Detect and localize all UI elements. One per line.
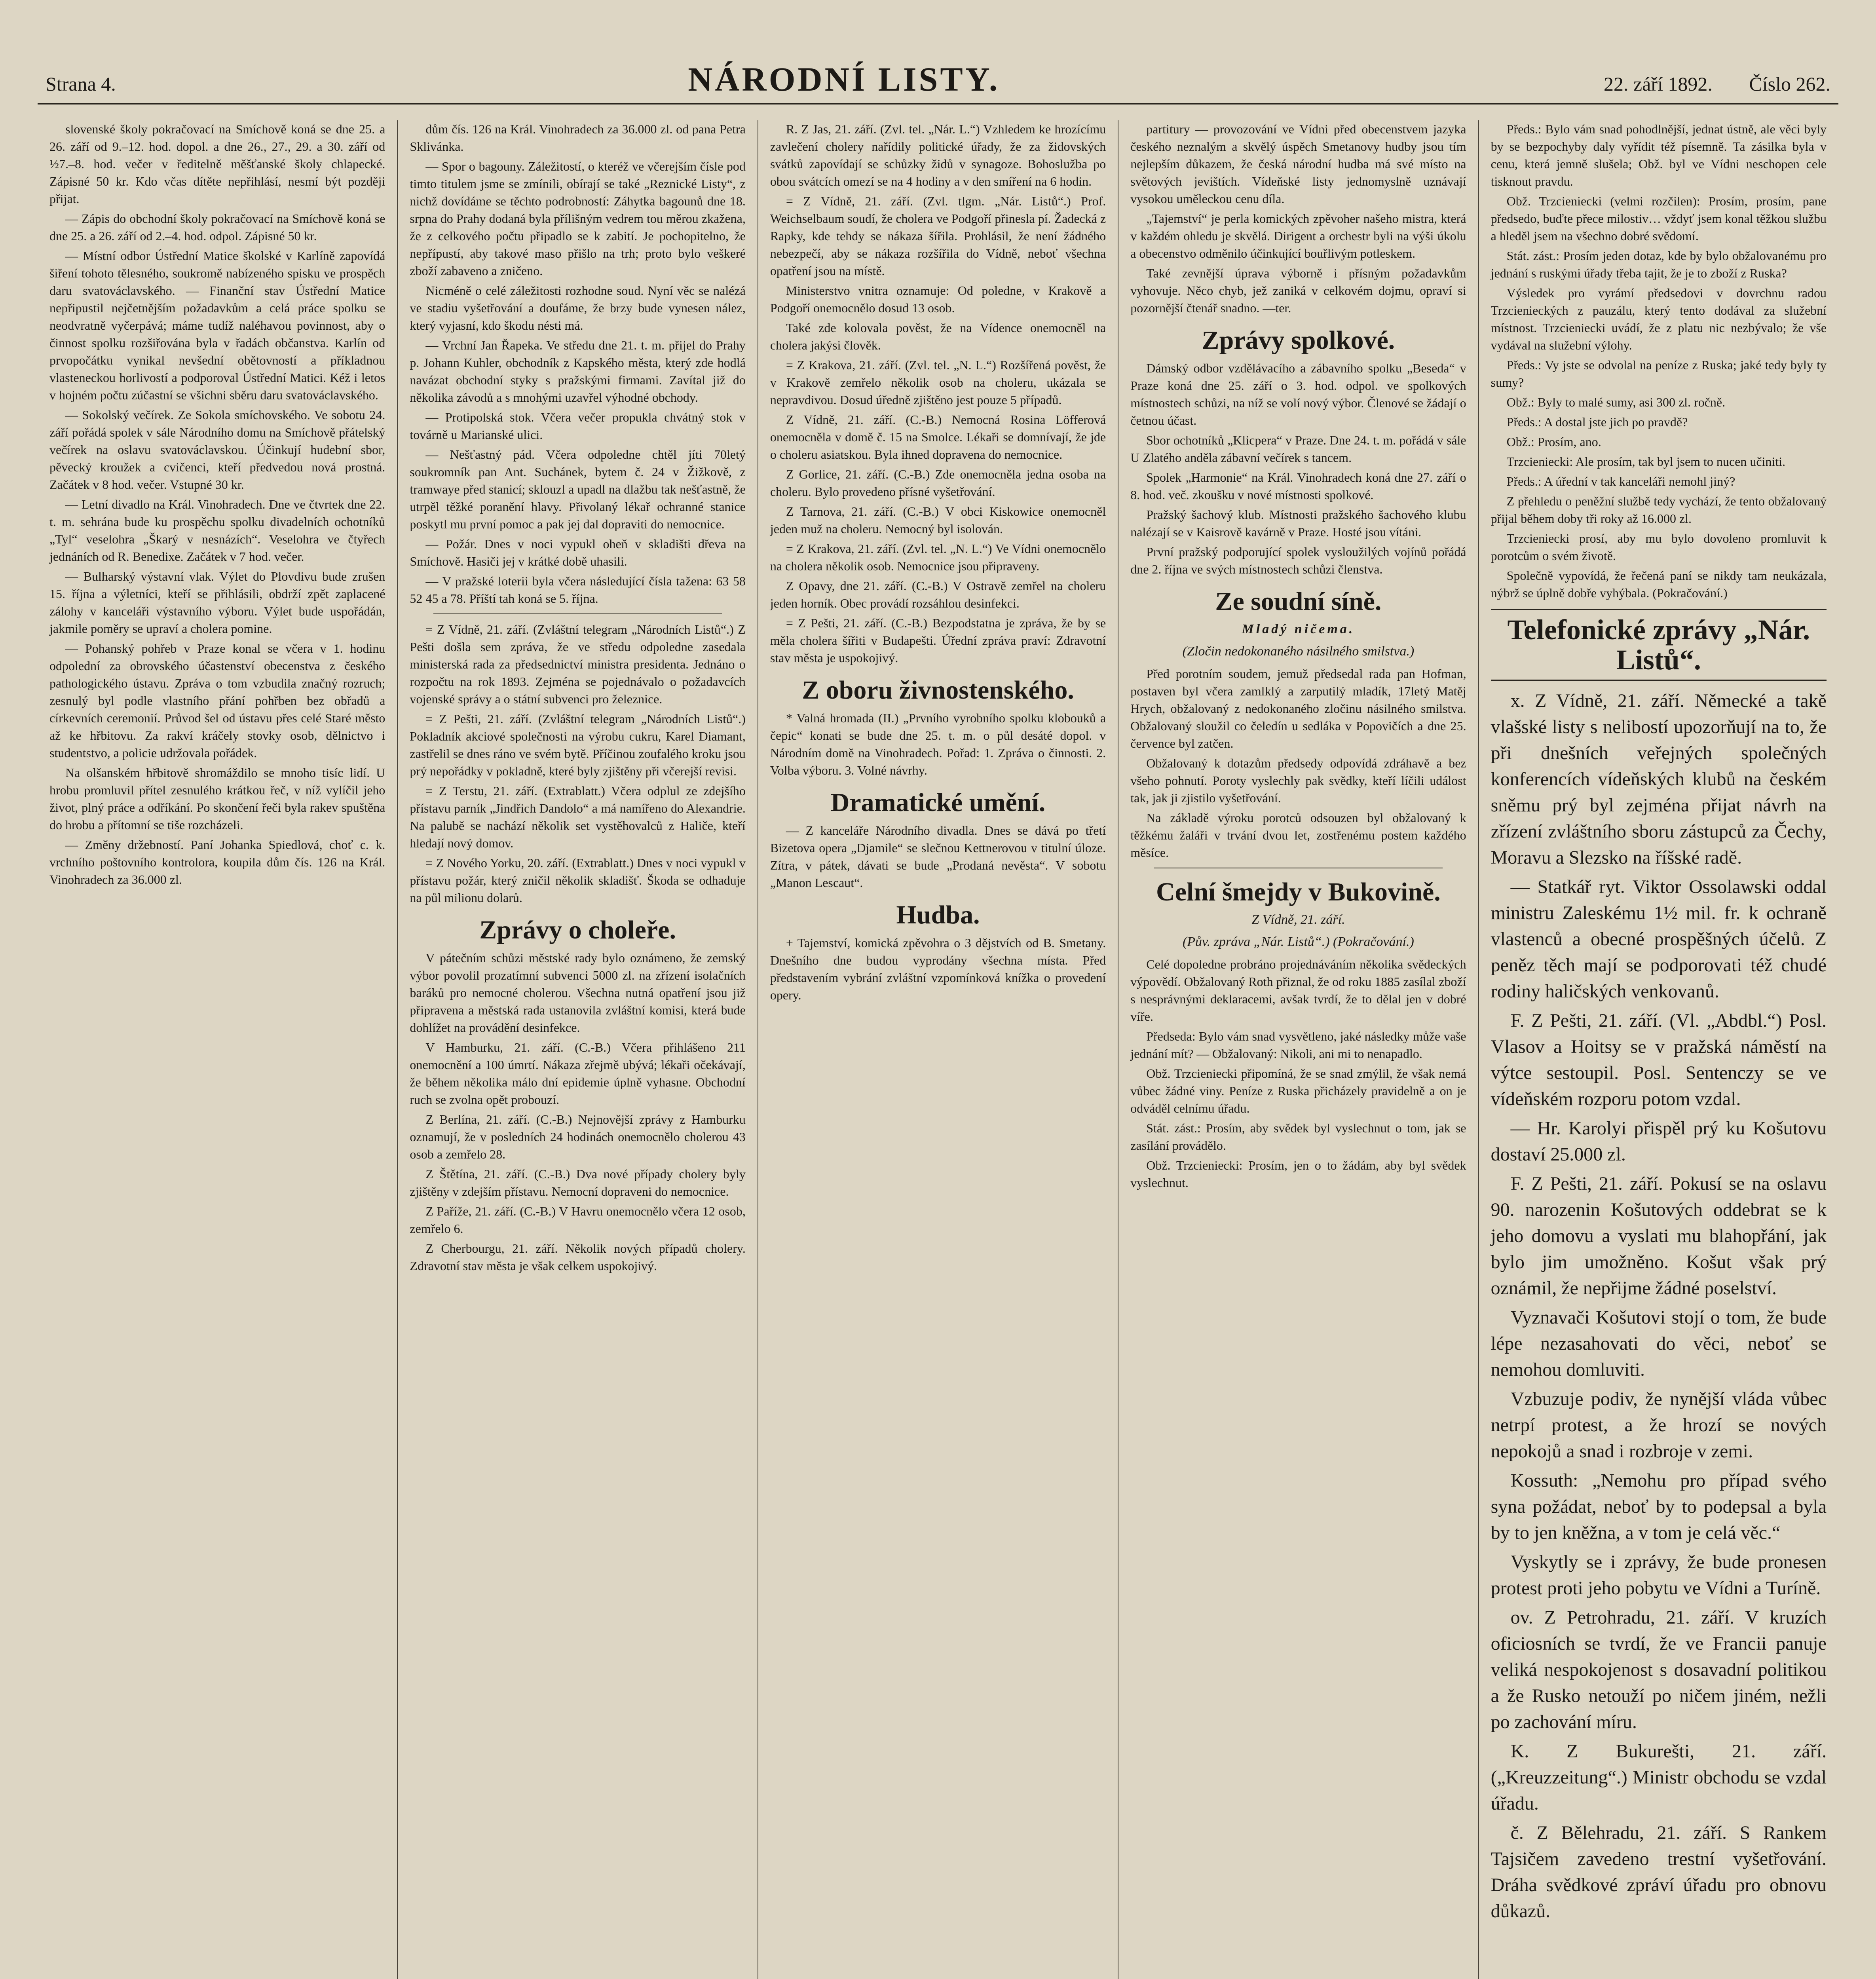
article-paragraph: Obž.: Byly to malé sumy, asi 300 zl. ročně. — [1506, 395, 1726, 409]
article-paragraph: Výsledek pro vyrámí předsedovi v dovrchnu radou Trzcienieckých z pauzálu, který tento dodával za služební místnost. Trzcieniecki uvádí, že z platu nic nezbývalo; že vše vydával na služební výlohy. — [1491, 286, 1827, 352]
news-item: — Hr. Karolyi přispěl prý ku Košutovu dostaví 25.000 zl. — [1491, 1118, 1827, 1165]
page-number: Strana 4. — [46, 73, 116, 95]
article-dateline: Z Vídně, 21. září. — [1251, 912, 1345, 927]
article-paragraph: V Hamburku, 21. září. (C.-B.) Včera přihlášeno 211 onemocnění a 100 úmrtí. Nákaza zřejmě ubývá; lékaři očekávají, že během několika málo dní epidemie úplně vyhasne. Obchodní ruch se zvolna opět probouzí. — [410, 1040, 746, 1107]
article-paragraph: První pražský podporující spolek vysloužilých vojínů pořádá dne 2. října ve svých místnostech schůzi členstva. — [1130, 545, 1466, 576]
article-paragraph: — Místní odbor Ústřední Matice školské v Karlíně zapovídá šiření tohoto tělesného, soukromě nabízeného spisku ve prospěch daru svatováclavského. — Finanční stav Ústřední Matice nepřipustil nejčetnějším požadavkům a celá práce spolku se neodvratně vyčerpává; máme tudíž naléhavou povinnost, aby o činnost spolku rozšiřována byla v řadách občanstva. Karlín od prvopočátku vynikal nevšední obětovností a příkladnou vlasteneckou horlivostí a podporoval Ústřední Matici. Kéž i letos v hojném počtu zúčastní se všichni sběru daru svatováclavského. — [49, 249, 385, 402]
article-paragraph: — Protipolská stok. Včera večer propukla chvátný stok v továrně u Marianské ulici. — [410, 410, 746, 442]
article-paragraph: — Z kanceláře Národního divadla. Dnes se dává po třetí Bizetova opera „Djamile“ se slečnou Kettnerovou v titulní úloze. Zítra, v pátek, dávati se bude „Prodaná nevěsta“. V sobotu „Manon Lescaut“. — [770, 823, 1106, 890]
article-paragraph: — Bulharský výstavní vlak. Výlet do Plovdivu bude zrušen 15. října a výletníci, kteří se přihlásili, obdrží zpět zaplacené zálohy v kanceláři výstavního výboru. Výlet bude uspořádán, jakmile poměry se upraví a cholera pomine. — [49, 569, 385, 636]
article-paragraph: Předs.: Bylo vám snad pohodlnější, jednat ústně, ale věci byly by se bezpochyby daly vyřídit též písemně. Ta zásilka byla v cenu, která jemně slušela; Obž. byl ve Vídni neschopen cele tisknout pravdu. — [1491, 122, 1827, 188]
section-heading-court: Ze soudní síně. — [1215, 587, 1382, 616]
article-paragraph: = Z Krakova, 21. září. (Zvl. tel. „N. L.“) Ve Vídni onemocnělo na cholera několik osob. Nemocnice jsou připraveny. — [770, 541, 1106, 573]
article-paragraph: Z Štětína, 21. září. (C.-B.) Dva nové případy cholery byly zjištěny v zdejším přístavu. Nemocní dopraveni do nemocnice. — [410, 1167, 746, 1198]
article-paragraph: Stát. zást.: Prosím, aby svědek byl vyslechnut o tom, jak se zasílání provádělo. — [1130, 1121, 1466, 1153]
article-paragraph: Obž. Trzcieniecki připomíná, že se snad zmýlil, že však nemá vůbec žádné viny. Peníze z Ruska přicházely pravidelně a on je odváděl celnímu úřadu. — [1130, 1066, 1466, 1115]
article-paragraph: Z Paříže, 21. září. (C.-B.) V Havru onemocnělo včera 12 osob, zemřelo 6. — [410, 1204, 746, 1236]
column-1 — [38, 120, 398, 1979]
article-paragraph: slovenské školy pokračovací na Smíchově koná se dne 25. a 26. září od 9.–12. hod. dopol. a dne 26., 27., 29. a 30. září od ½7.–8. hod. večer v ředitelně měšťanské školy chlapecké. Zápisné 50 kr. Kdo včas dítěte nepřihlásí, nesmí být později přijat. — [49, 122, 385, 206]
article-subtitle: (Zločin nedokonaného násilného smilstva.) — [1182, 644, 1415, 659]
article-paragraph: = Z Pešti, 21. září. (C.-B.) Bezpodstatna je zpráva, že by se měla cholera šířiti v Budapešti. Úřední zpráva praví: Zdravotní stav města je uspokojivý. — [770, 616, 1106, 665]
telegram-paragraph: = Z Nového Yorku, 20. září. (Extrablatt.) Dnes v noci vypukl v přístavu požár, který zničil několik skladišť. Škoda se odhaduje na půl milionu dolarů. — [410, 856, 746, 905]
article-columns — [38, 120, 1838, 1979]
article-paragraph: Z přehledu o peněžní službě tedy vychází, že tento obžalovaný přijal během doby tři roky až 16.000 zl. — [1491, 494, 1827, 526]
news-item: K. Z Bukurešti, 21. září. („Kreuzzeitung“.) Ministr obchodu se vzdal úřadu. — [1491, 1741, 1827, 1814]
section-heading-trade: Z oboru živnostenského. — [802, 676, 1074, 705]
article-paragraph: Obž. Trzcieniecki: Prosím, jen o to žádám, aby byl svědek vyslechnut. — [1130, 1158, 1466, 1190]
article-paragraph: Stát. zást.: Prosím jeden dotaz, kde by bylo obžalovanému pro jednání s ruskými úřady třeba tajit, že je to zboží z Ruska? — [1491, 249, 1827, 280]
article-paragraph: Předs.: A úřední v tak kanceláři nemohl jiný? — [1506, 474, 1735, 488]
article-paragraph: Z Cherbourgu, 21. září. Několik nových případů cholery. Zdravotní stav města je však celkem uspokojivý. — [410, 1241, 746, 1273]
article-paragraph: — Vrchní Jan Řapeka. Ve středu dne 21. t. m. přijel do Prahy p. Johann Kuhler, obchodník z Kapského města, který zde hodlá navázat obchodní styky s pražskými firmami. Zavítal již do několika závodů a s mnohými uzavřel výhodné obchody. — [410, 338, 746, 405]
article-paragraph: Celé dopoledne probráno projednáváním několika svědeckých výpovědí. Obžalovaný Roth přiznal, že od roku 1885 zasílal zboží s nesprávnými deklaracemi, avšak tvrdí, že to dělal jen v dobré víře. — [1130, 957, 1466, 1024]
telephone-news — [1491, 688, 1827, 1924]
article-paragraph: Trzcieniecki prosí, aby mu bylo dovoleno promluvit k porotcům o svém životě. — [1491, 531, 1827, 563]
article-paragraph: dům čís. 126 na Král. Vinohradech za 36.000 zl. od pana Petra Sklivánka. — [410, 122, 746, 154]
article-paragraph: partitury — provozování ve Vídni před obecenstvem jazyka českého neznalým a skvělý úspěch Smetanovy hudby jsou tím nejlepším důkazem, že česká národní hudba má své místo na světových jevištích. Vídeňské listy jednomyslně uznávají vysokou uměleckou cenu díla. — [1130, 122, 1466, 206]
article-paragraph: — V pražské loterii byla včera následující čísla tažena: 63 58 52 45 a 78. Příští tah koná se 5. října. — [410, 574, 746, 606]
article-paragraph: Z Tarnova, 21. září. (C.-B.) V obci Kiskowice onemocněl jeden muž na choleru. Nemocný byl isolován. — [770, 504, 1106, 536]
article-paragraph: Také zde kolovala pověst, že na Vídence onemocněl na cholera jakýsi člověk. — [770, 321, 1106, 352]
article-paragraph: Předs.: A dostal jste jich po pravdě? — [1506, 415, 1688, 429]
article-paragraph: Trzcieniecki: Ale prosím, tak byl jsem to nucen učiniti. — [1506, 454, 1786, 469]
article-paragraph: Z Berlína, 21. září. (C.-B.) Nejnovější zprávy z Hamburku oznamují, že v posledních 24 hodinách onemocnělo cholerou 43 osob a zemřelo 28. — [410, 1112, 746, 1161]
telegram-paragraph: = Z Pešti, 21. září. (Zvláštní telegram „Národních Listů“.) Pokladník akciové společnosti na výrobu cukru, Karel Diamant, zastřelil se dnes ráno ve svém bytě. Příčinou zoufalého kroku jsou prý nepořádky v pokladně, které byly zjištěny při včerejší revisi. — [410, 712, 746, 778]
section-heading-telephone: Telefonické zprávy „Nár. Listů“. — [1507, 614, 1810, 676]
article-paragraph: Také zevnější úprava výborně i přísným požadavkům vyhovuje. Něco chyb, jež zaniká v celkovém dojmu, opraví si pozornější čtenář snadno. —ter. — [1130, 266, 1466, 315]
news-item: č. Z Bělehradu, 21. září. S Rankem Tajsičem zavedeno trestní vyšetřování. Dráha svědkové zpráví úřadu pro obnovu důkazů. — [1491, 1822, 1827, 1922]
article-title: Mladý ničema. — [1242, 622, 1355, 636]
section-heading-societies: Zprávy spolkové. — [1202, 326, 1395, 355]
column-3 — [758, 120, 1118, 1979]
article-paragraph: — Nešťastný pád. Včera odpoledne chtěl jíti 70letý soukromník pan Ant. Suchánek, bytem č. 24 v Žižkově, z tramwaye před stanicí; sklouzl a upadl na dlažbu tak nešťastně, že utrpěl těžké poranění hlavy. Přivolaný lékař ochranné stanice poskytl mu první pomoc a pak jej dal dopraviti do nemocnice. — [410, 447, 746, 531]
news-item: F. Z Pešti, 21. září. Pokusí se na oslavu 90. narozenin Košutových oddebrat se k jeho domovu a vyslati mu blahopřání, jak bylo jim umožněno. Košut však prý oznámil, že nepřijme žádné poselství. — [1491, 1173, 1827, 1299]
article-paragraph: = Z Krakova, 21. září. (Zvl. tel. „N. L.“) Rozšířená pověst, že v Krakově zemřelo několik osob na choleru, ukázala se nepravdivou. Dosud úředně zjištěno jest pouze 5 případů. — [770, 358, 1106, 407]
article-paragraph: Dámský odbor vzdělávacího a zábavního spolku „Beseda“ v Praze koná dne 25. září o 3. hod. odpol. ve spolkových místnostech schůzi, na níž se volí nový výbor. Členové se žádají o četnou účast. — [1130, 361, 1466, 427]
article-paragraph: Spolek „Harmonie“ na Král. Vinohradech koná dne 27. září o 8. hod. več. zkoušku v nové místnosti spolkové. — [1130, 470, 1466, 502]
news-item: Vyznavači Košutovi stojí o tom, že bude lépe nezasahovati do věci, neboť se nemohou domluviti. — [1491, 1307, 1827, 1380]
issue-info — [1572, 72, 1830, 95]
article-paragraph: Z Opavy, dne 21. září. (C.-B.) V Ostravě zemřel na choleru jeden horník. Obec provádí rozsáhlou desinfekci. — [770, 579, 1106, 610]
news-item: — Statkář ryt. Viktor Ossolawski oddal ministru Zaleskému 1½ mil. fr. k ochraně vlastenců a obecné prospěšných účelů. Z peněz těch mají se podporovati též chudé rodiny haličských venkovanů. — [1491, 876, 1827, 1002]
article-paragraph: Na základě výroku porotců odsouzen byl obžalovaný k těžkému žaláři v trvání dvou let, zostřenému postem každého měsíce. — [1130, 811, 1466, 860]
article-paragraph: Ministerstvo vnitra oznamuje: Od poledne, v Krakově a Podgoří onemocnělo dosud 13 osob. — [770, 283, 1106, 315]
article-paragraph: — Pohanský pohřeb v Praze konal se včera v 1. hodinu odpolední za obrovského účastenství obecenstva z českého pathologického ústavu. Zpráva o tom vzbudila značný rozruch; zesnulý byl podle vlastního přání pohřben bez obřadů a církevních ceremonií. Průvod šel od ústavu přes celé Staré město až ke hřbitovu. Za rakví kráčely stovky osob, dělnictvo i studentstvo, a policie udržovala pořádek. — [49, 641, 385, 760]
article-paragraph: Předseda: Bylo vám snad vysvětleno, jaké následky může vaše jednání mít? — Obžalovaný: Nikoli, ani mi to nenapadlo. — [1130, 1029, 1466, 1061]
article-paragraph: — Spor o bagouny. Záležitostí, o kteréž ve včerejším čísle pod timto titulem jsme se zmínili, obírají se také „Reznické Listy“, z nichž dovídáme se těchto podrobností: Záhytka bagounů dne 18. srpna do Prahy dodaná byla přílišným vedrem tou měrou zkažena, že z celkového počtu připadlo se k zabití. Je pochopitelno, že nepřípustí, aby takové maso přišlo na trh; proto bylo veškeré zboží zabaveno a zničeno. — [410, 159, 746, 278]
news-item: Vzbuzuje podiv, že nynější vláda vůbec netrpí protest, a že hrozí se nových nepokojů a snad i rozbroje v zemi. — [1491, 1388, 1827, 1462]
column-2 — [398, 120, 758, 1979]
article-paragraph: — Zápis do obchodní školy pokračovací na Smíchově koná se dne 25. a 26. září od 2.–4. hod. odpol. Zápisné 50 kr. — [49, 211, 385, 243]
newspaper-title: NÁRODNÍ LISTY. — [688, 60, 1000, 98]
divider — [433, 613, 722, 614]
telegram-paragraph: = Z Vídně, 21. září. (Zvláštní telegram „Národních Listů“.) Z Pešti došla sem zpráva, že ve středu odpoledne zasedala ministerská rada za předsednictví ministra presidenta. Jednáno o rozpočtu na rok 1893. Zejména se pojednávalo o požadavcích vojenské správy a o státní subvenci pro železnice. — [410, 622, 746, 706]
section-heading-customs: Celní šmejdy v Bukovině. — [1156, 877, 1441, 906]
article-paragraph: Nicméně o celé záležitosti rozhodne soud. Nyní věc se nalézá ve stadiu vyšetřování a doufáme, že brzy bude vynesen nález, který vyjasní, kdo škodu nésti má. — [410, 283, 746, 332]
news-item: ov. Z Petrohradu, 21. září. V kruzích oficiosních se tvrdí, že ve Francii panuje veliká nespokojenost s dosavadní politikou a že Rusko netouží po ničem jiném, nežli po zachování míru. — [1491, 1607, 1827, 1732]
article-paragraph: * Valná hromada (II.) „Prvního vyrobního spolku klobouků a čepic“ konati se bude dne 25. t. m. o půl desáté dopol. v Národním domě na Vinohradech. Pořad: 1. Zpráva o činnosti. 2. Volba výboru. 3. Volné návrhy. — [770, 711, 1106, 777]
column-4 — [1118, 120, 1479, 1979]
issue-number: Číslo 262. — [1749, 73, 1830, 95]
article-paragraph: V pátečním schůzi městské rady bylo oznámeno, že zemský výbor povolil prozatímní subvenci 5000 zl. na zřízení isolačních baráků pro nemocné cholerou. Všechna nutná opatření jsou již připravena a městská rada ustanovila zvláštní komisi, která bude dohlížet na provádění desinfekce. — [410, 951, 746, 1035]
article-paragraph: Z Vídně, 21. září. (C.-B.) Nemocná Rosina Löfferová onemocněla v domě č. 15 na Smolce. Lékaři se domnívají, že jde o choleru asiatskou. Byla ihned dopravena do nemocnice. — [770, 412, 1106, 462]
masthead — [38, 59, 1838, 104]
article-paragraph: — Požár. Dnes v noci vypukl oheň v skladišti dřeva na Smíchově. Hasiči jej v krátké době uhasili. — [410, 537, 746, 568]
article-paragraph: Z Gorlice, 21. září. (C.-B.) Zde onemocněla jedna osoba na choleru. Bylo provedeno přísné vyšetřování. — [770, 467, 1106, 499]
article-paragraph: — Změny držebností. Paní Johanka Spiedlová, choť c. k. vrchního poštovního kontrolora, koupila dům čís. 126 na Král. Vinohradech za 36.000 zl. — [49, 838, 385, 887]
section-heading-music: Hudba. — [896, 900, 980, 929]
article-paragraph: „Tajemství“ je perla komických zpěvoher našeho mistra, která v každém ohledu je skvělá. Dirigent a orchestr byli na výši úkolu a obecenstvo odměnilo účinkující bouřlivým potleskem. — [1130, 211, 1466, 260]
article-paragraph: + Tajemství, komická zpěvohra o 3 dějstvích od B. Smetany. Dnešního dne budou vyprodány všechna místa. Před představením vybrání zvláštní vzpomínková knížka o provedení opery. — [770, 936, 1106, 1002]
article-paragraph: Obž. Trzcieniecki (velmi rozčilen): Prosím, prosím, pane předsedo, buďte přece milostiv… vždyť jsem konal těžkou službu a hleděl jsem na všechno dobré svědomí. — [1491, 194, 1827, 243]
article-paragraph: Pražský šachový klub. Místnosti pražského šachového klubu nalézají se v Kaisrově kavárně v Praze. Hosté jsou vítáni. — [1130, 507, 1466, 539]
column-5 — [1479, 120, 1838, 1979]
news-item: Vyskytly se i zprávy, že bude pronesen protest proti jeho pobytu ve Vídni a Turíně. — [1491, 1552, 1827, 1599]
news-item: Kossuth: „Nemohu pro případ svého syna požádat, neboť by to podepsal a byla by to jen kněžna, a v tom je celá věc.“ — [1491, 1470, 1827, 1543]
article-paragraph: Na olšanském hřbitově shromáždilo se mnoho tisíc lidí. U hrobu promluvil přítel zesnulého krátkou řeč, v níž vylíčil jeho život, plný práce a odříkání. Po skončení řeči byla rakev spuštěna do hrobu a přítomní se tiše rozcházeli. — [49, 765, 385, 832]
article-paragraph: R. Z Jas, 21. září. (Zvl. tel. „Nár. L.“) Vzhledem ke hrozícímu zavlečení cholery nařídily politické úřady, že za židovských svátků zapovídají se schůzky židů v synagoze. Bohoslužba po obou svátcích omezí se na 4 hodiny a v den smíření na 6 hodin. — [770, 122, 1106, 188]
article-paragraph: = Z Vídně, 21. září. (Zvl. tlgm. „Nár. Listů“.) Prof. Weichselbaum soudí, že cholera ve Podgoří přinesla pí. Žadecká z Rapky, kde tehdy se nákaza šířila. Prohlásil, že není žádného nebezpečí, aby se nákaza rozšířila do Vídně, neboť všechna opatření jsou na místě. — [770, 194, 1106, 278]
article-paragraph: Obžalovaný k dotazům předsedy odpovídá zdráhavě a bez všeho pohnutí. Poroty vyslechly pak svědky, kteří líčili událost tak, jak ji zjistilo vyšetřování. — [1130, 756, 1466, 805]
article-paragraph: — Sokolský večírek. Ze Sokola smíchovského. Ve sobotu 24. září pořádá spolek v sále Národního domu na Smíchově přátelský večírek na oslavu svatováclavskou. Účinkují hudební sbor, pěvecký kroužek a cvičenci, kteří předvedou nová prostná. Začátek v 8 hod. večer. Vstupné 30 kr. — [49, 408, 385, 492]
article-paragraph: Společně vypovídá, že řečená paní se nikdy tam neukázala, nýbrž se úplně dobře vyhýbala. (Pokračování.) — [1491, 568, 1827, 600]
article-paragraph: — Letní divadlo na Král. Vinohradech. Dne ve čtvrtek dne 22. t. m. sehrána bude ku prospěchu spolku divadelních ochotníků „Tyl“ veselohra „Škarý v nesnázích“. Veselohra ve čtyřech jednáních od R. Benedixe. Začátek v 7 hod. večer. — [49, 497, 385, 564]
section-heading-box — [1491, 609, 1827, 681]
article-paragraph: Obž.: Prosím, ano. — [1506, 435, 1601, 449]
section-heading-drama: Dramatické umění. — [830, 788, 1046, 817]
news-item: F. Z Pešti, 21. září. (Vl. „Abdbl.“) Posl. Vlasov a Hoitsy se v pražská náměstí na výtce sestoupil. Posl. Sentenczy se ve vídeňském rozporu potom vzdal. — [1491, 1010, 1827, 1109]
article-subtitle: (Pův. zpráva „Nár. Listů“.) (Pokračování.) — [1182, 934, 1414, 949]
section-heading-cholera: Zprávy o choleře. — [479, 915, 676, 944]
news-item: x. Z Vídně, 21. září. Německé a takě vlašské listy s nelibostí upozorňují na to, že při dnešních veřejných společných konferencích vídeňských klubů na českém sněmu prý byl zejména přijat návrh na zřízení zvláštního sboru zástupců za Čechy, Moravu a Slezsko na říšské radě. — [1491, 690, 1827, 868]
issue-date: 22. září 1892. — [1603, 73, 1713, 95]
article-paragraph: Sbor ochotníků „Klicpera“ v Praze. Dne 24. t. m. pořádá v sále U Zlatého anděla zábavní večírek s tancem. — [1130, 433, 1466, 465]
article-paragraph: Před porotním soudem, jemuž předsedal rada pan Hofman, postaven byl včera zamlklý a zarputilý mladík, 17letý Matěj Hrych, obžalovaný z nedokonaného zločinu násilného smilstva. Obžalovaný sloužil co čeledín u sedláka v Popovičích a dne 25. července byl zatčen. — [1130, 667, 1466, 750]
telegram-paragraph: = Z Terstu, 21. září. (Extrablatt.) Včera odplul ze zdejšího přístavu parník „Jindřich Dandolo“ a má namířeno do Alexandrie. Na palubě se nachází několik set vystěhovalců z Haliče, kteří hledají nový domov. — [410, 784, 746, 850]
article-paragraph: Předs.: Vy jste se odvolal na peníze z Ruska; jaké tedy byly ty sumy? — [1491, 358, 1827, 389]
